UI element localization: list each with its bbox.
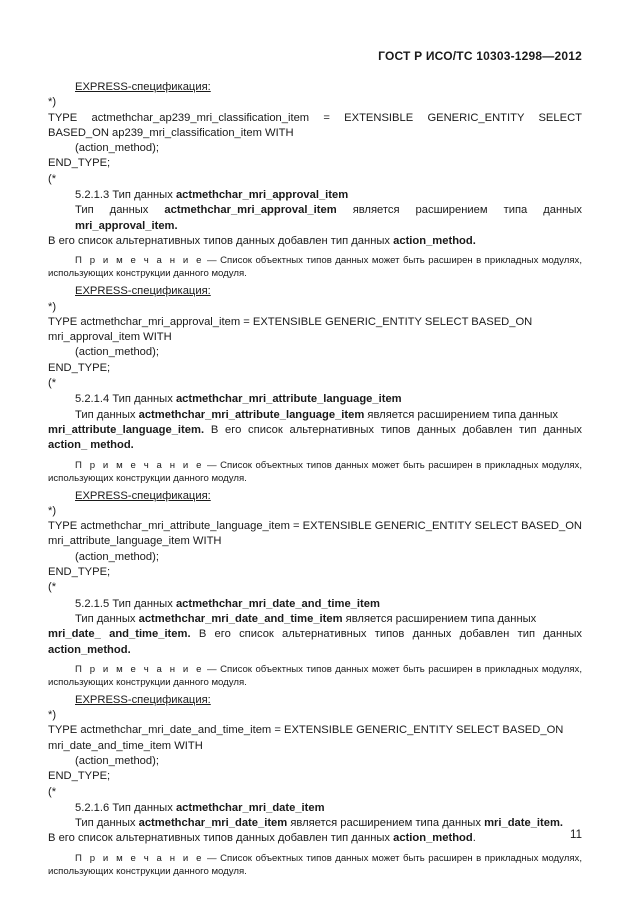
section-5-2-1-3 bbox=[48, 188, 582, 391]
section-5-2-1-5 bbox=[48, 597, 582, 800]
type-declaration: TYPE actmethchar_mri_approval_item = EXTENSIBLE GENERIC_ENTITY SELECT BASED_ON mri_approval_item WITH bbox=[48, 315, 533, 344]
section-paragraph-cont: mri_attribute_language_item. В его список альтернативных типов данных добавлен тип данных action_ method. bbox=[48, 423, 582, 452]
end-type: END_TYPE; bbox=[48, 770, 111, 783]
with-clause: (action_method); bbox=[75, 346, 159, 359]
section-paragraph: Тип данных actmethchar_mri_attribute_language_item является расширением типа данных bbox=[75, 408, 559, 421]
standard-designation: ГОСТ Р ИСО/ТС 10303-1298—2012 bbox=[378, 49, 582, 63]
section-paragraph-cont: mri_date_ and_time_item. В его список альтернативных типов данных добавлен тип данных action_method. bbox=[48, 628, 582, 656]
comment-close: (* bbox=[48, 172, 57, 185]
type-declaration: TYPE actmethchar_mri_attribute_language_item = EXTENSIBLE GENERIC_ENTITY SELECT BASED_ON mri_attribute_language_item WITH bbox=[48, 520, 583, 548]
express-block-ap239-classification bbox=[48, 80, 582, 187]
section-heading: 5.2.1.4 Тип данных actmethchar_mri_attribute_language_item bbox=[75, 393, 402, 406]
with-clause: (action_method); bbox=[75, 550, 159, 563]
comment-open: *) bbox=[48, 300, 57, 313]
type-declaration: TYPE actmethchar_mri_date_and_time_item = EXTENSIBLE GENERIC_ENTITY SELECT BASED_ON mri_date_and_time_item WITH bbox=[48, 724, 564, 752]
section-heading: 5.2.1.5 Тип данных actmethchar_mri_date_and_time_item bbox=[75, 597, 380, 610]
end-type: END_TYPE; bbox=[48, 361, 111, 374]
section-paragraph-cont: В его список альтернативных типов данных добавлен тип данных action_method. bbox=[48, 832, 476, 845]
type-declaration: TYPE actmethchar_ap239_mri_classification_item = EXTENSIBLE GENERIC_ENTITY SELECT BASED_ON ap239_mri_classification_item WITH bbox=[48, 111, 582, 139]
comment-open: *) bbox=[48, 504, 57, 517]
note: П р и м е ч а н и е — Список объектных типов данных может быть расширен в прикладных модулях, использующих конструкции данного модуля. bbox=[48, 852, 582, 877]
note: П р и м е ч а н и е — Список объектных типов данных может быть расширен в прикладных модулях, использующих конструкции данного модуля. bbox=[48, 663, 582, 688]
comment-open: *) bbox=[48, 96, 57, 109]
section-5-2-1-6 bbox=[48, 801, 582, 878]
comment-close: (* bbox=[48, 785, 57, 798]
section-paragraph: Тип данных actmethchar_mri_approval_item является расширением типа данных mri_approval_item. bbox=[75, 204, 582, 232]
end-type: END_TYPE; bbox=[48, 157, 111, 170]
section-paragraph-cont: В его список альтернативных типов данных добавлен тип данных action_method. bbox=[48, 234, 476, 247]
section-paragraph: Тип данных actmethchar_mri_date_and_time_item является расширением типа данных bbox=[75, 612, 537, 625]
section-5-2-1-4 bbox=[48, 392, 582, 595]
comment-open: *) bbox=[48, 709, 57, 722]
note: П р и м е ч а н и е — Список объектных типов данных может быть расширен в прикладных модулях, использующих конструкции данного модуля. bbox=[48, 255, 582, 280]
note: П р и м е ч а н и е — Список объектных типов данных может быть расширен в прикладных модулях, использующих конструкции данного модуля. bbox=[48, 459, 582, 484]
end-type: END_TYPE; bbox=[48, 566, 111, 579]
section-heading: 5.2.1.3 Тип данных actmethchar_mri_approval_item bbox=[75, 189, 349, 202]
express-spec-label: EXPRESS-спецификация: bbox=[75, 81, 211, 93]
page-content bbox=[48, 80, 582, 882]
express-spec-label: EXPRESS-спецификация: bbox=[75, 285, 211, 298]
section-paragraph: Тип данных actmethchar_mri_date_item является расширением типа данных mri_date_item. bbox=[75, 817, 564, 830]
express-spec-label: EXPRESS-спецификация: bbox=[75, 489, 211, 502]
comment-close: (* bbox=[48, 581, 57, 594]
with-clause: (action_method); bbox=[75, 754, 159, 767]
section-heading: 5.2.1.6 Тип данных actmethchar_mri_date_item bbox=[75, 801, 325, 814]
page-number: 11 bbox=[570, 829, 582, 841]
with-clause: (action_method); bbox=[75, 142, 159, 155]
comment-close: (* bbox=[48, 377, 57, 390]
express-spec-label: EXPRESS-спецификация: bbox=[75, 693, 211, 706]
